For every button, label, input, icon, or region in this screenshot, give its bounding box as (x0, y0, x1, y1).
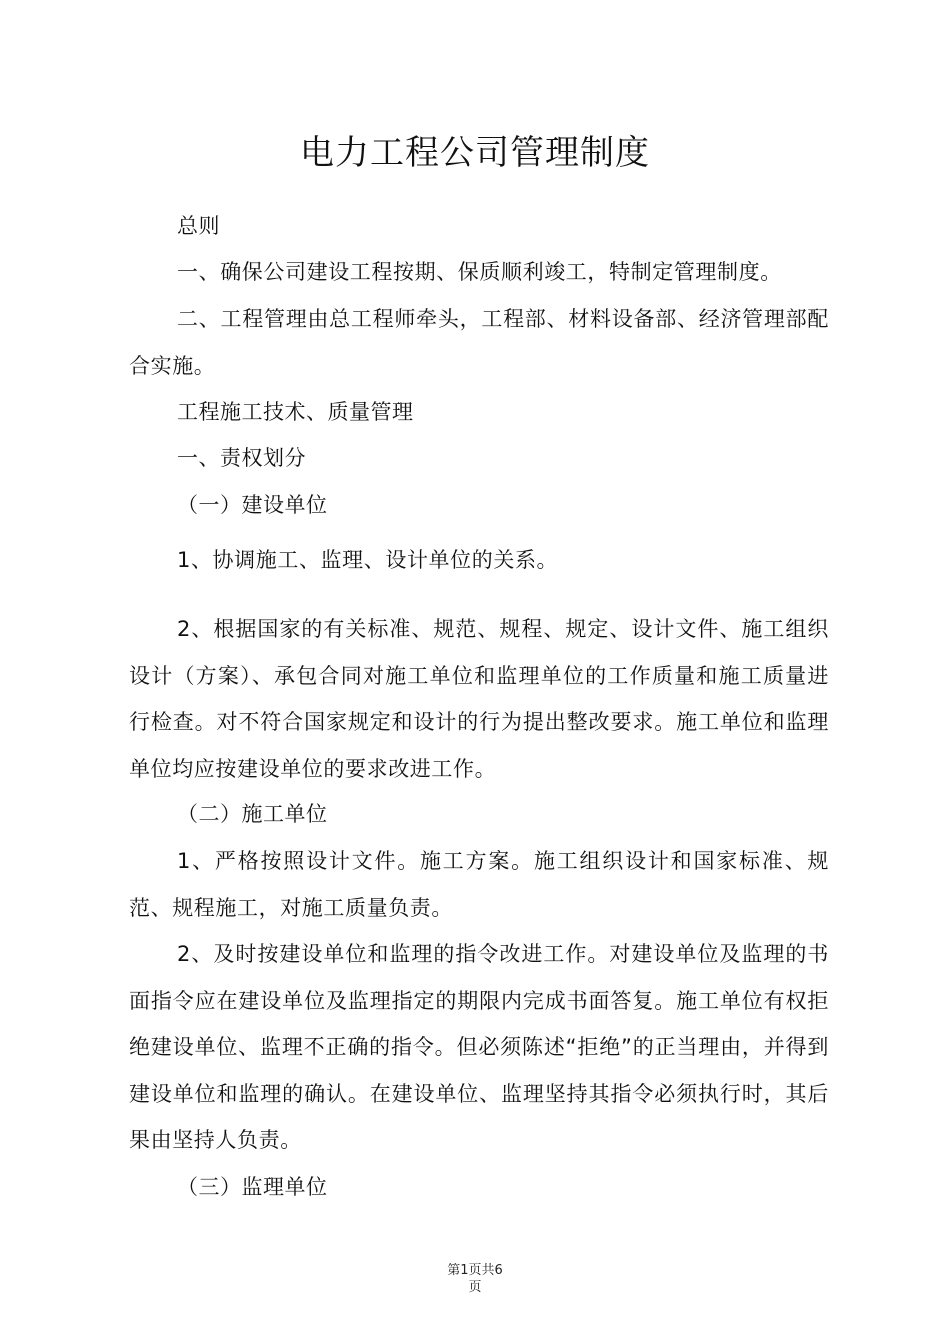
subheading-contractor: （二）施工单位 (177, 802, 328, 826)
paragraph-contractor-2: 2、及时按建设单位和监理的指令改进工作。对建设单位及监理的书面指令应在建设单位及监理指定的期限内完成书面答复。施工单位有权拒绝建设单位、监理不正确的指令。但必须陈述“拒绝”的正当理由，并得到建设单位和监理的确认。在建设单位、监理坚持其指令必须执行时，其后果由坚持人负责。 (129, 942, 829, 1152)
page-number-line-2: 页 (468, 1280, 482, 1295)
section-heading-general: 总则 (177, 214, 220, 238)
page-number (0, 1262, 950, 1296)
paragraph-owner-1: 1、协调施工、监理、设计单位的关系。 (177, 548, 559, 572)
paragraph-contractor-1: 1、严格按照设计文件。施工方案。施工组织设计和国家标准、规范、规程施工，对施工质量负责。 (129, 849, 829, 920)
page-number-line-1: 第1页共6 (447, 1263, 503, 1278)
paragraph-2: 二、工程管理由总工程师牵头，工程部、材料设备部、经济管理部配合实施。 (129, 307, 829, 378)
document-title: 电力工程公司管理制度 (300, 133, 650, 173)
subheading-supervisor: （三）监理单位 (177, 1175, 328, 1199)
subsection-heading-responsibilities: 一、责权划分 (177, 446, 306, 470)
subheading-construction-owner: （一）建设单位 (177, 493, 328, 517)
paragraph-owner-2: 2、根据国家的有关标准、规范、规程、规定、设计文件、施工组织设计（方案）、承包合同对施工单位和监理单位的工作质量和施工质量进行检查。对不符合国家规定和设计的行为提出整改要求。施工单位和监理单位均应按建设单位的要求改进工作。 (129, 617, 829, 781)
section-heading-construction-quality: 工程施工技术、质量管理 (177, 400, 414, 424)
paragraph-1: 一、确保公司建设工程按期、保质顺利竣工，特制定管理制度。 (177, 260, 782, 284)
